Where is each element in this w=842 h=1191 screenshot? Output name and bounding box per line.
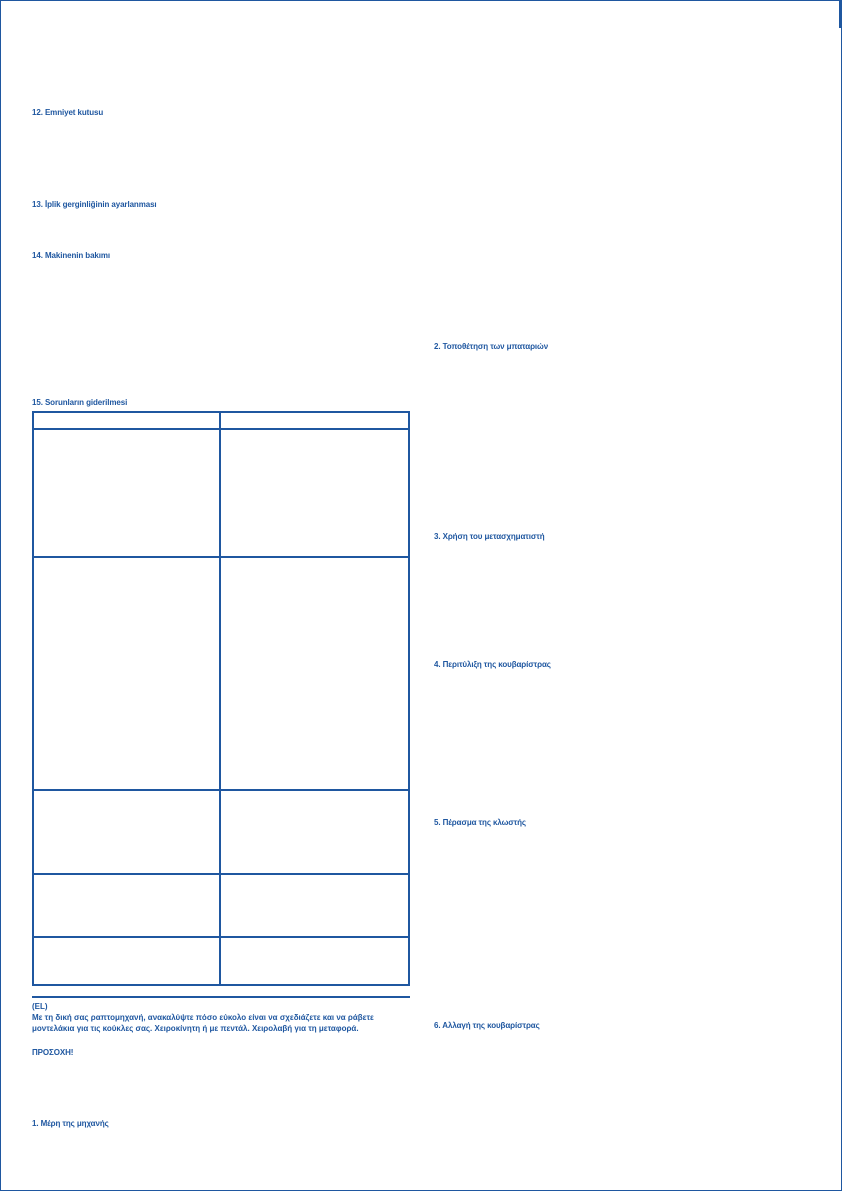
troubleshooting-table: [32, 411, 410, 986]
table-column-divider: [219, 413, 221, 984]
heading-section-12: 12. Emniyet kutusu: [32, 108, 104, 117]
heading-section-5: 5. Πέρασμα της κλωστής: [434, 818, 526, 827]
heading-section-3: 3. Χρήση του μετασχηματιστή: [434, 532, 545, 541]
table-row-divider: [34, 789, 408, 791]
table-row-divider: [34, 936, 408, 938]
heading-section-14: 14. Makinenin bakımı: [32, 251, 111, 260]
heading-section-1: 1. Μέρη της μηχανής: [32, 1119, 109, 1128]
table-row-divider: [34, 556, 408, 558]
section-divider: [32, 996, 410, 998]
intro-line: μοντελάκια για τις κούκλες σας. Χειροκίνητη ή με πεντάλ. Χειρολαβή για τη μεταφορά.: [32, 1024, 359, 1033]
language-tag: (EL): [32, 1002, 48, 1011]
heading-section-4: 4. Περιτύλιξη της κουβαρίστρας: [434, 660, 551, 669]
heading-section-6: 6. Αλλαγή της κουβαρίστρας: [434, 1021, 540, 1030]
heading-section-15: 15. Sorunların giderilmesi: [32, 398, 128, 407]
heading-section-2: 2. Τοποθέτηση των μπαταριών: [434, 342, 549, 351]
greek-intro: [32, 1001, 412, 1034]
table-row-divider: [34, 873, 408, 875]
heading-section-13: 13. İplik gerginliğinin ayarlanması: [32, 200, 157, 209]
table-header-divider: [34, 428, 408, 430]
intro-line: Με τη δική σας ραπτομηχανή, ανακαλύψτε πόσο εύκολο είναι να σχεδιάζετε και να ράβετε: [32, 1013, 374, 1022]
warning-heading: ΠΡΟΣΟΧΗ!: [32, 1048, 74, 1057]
